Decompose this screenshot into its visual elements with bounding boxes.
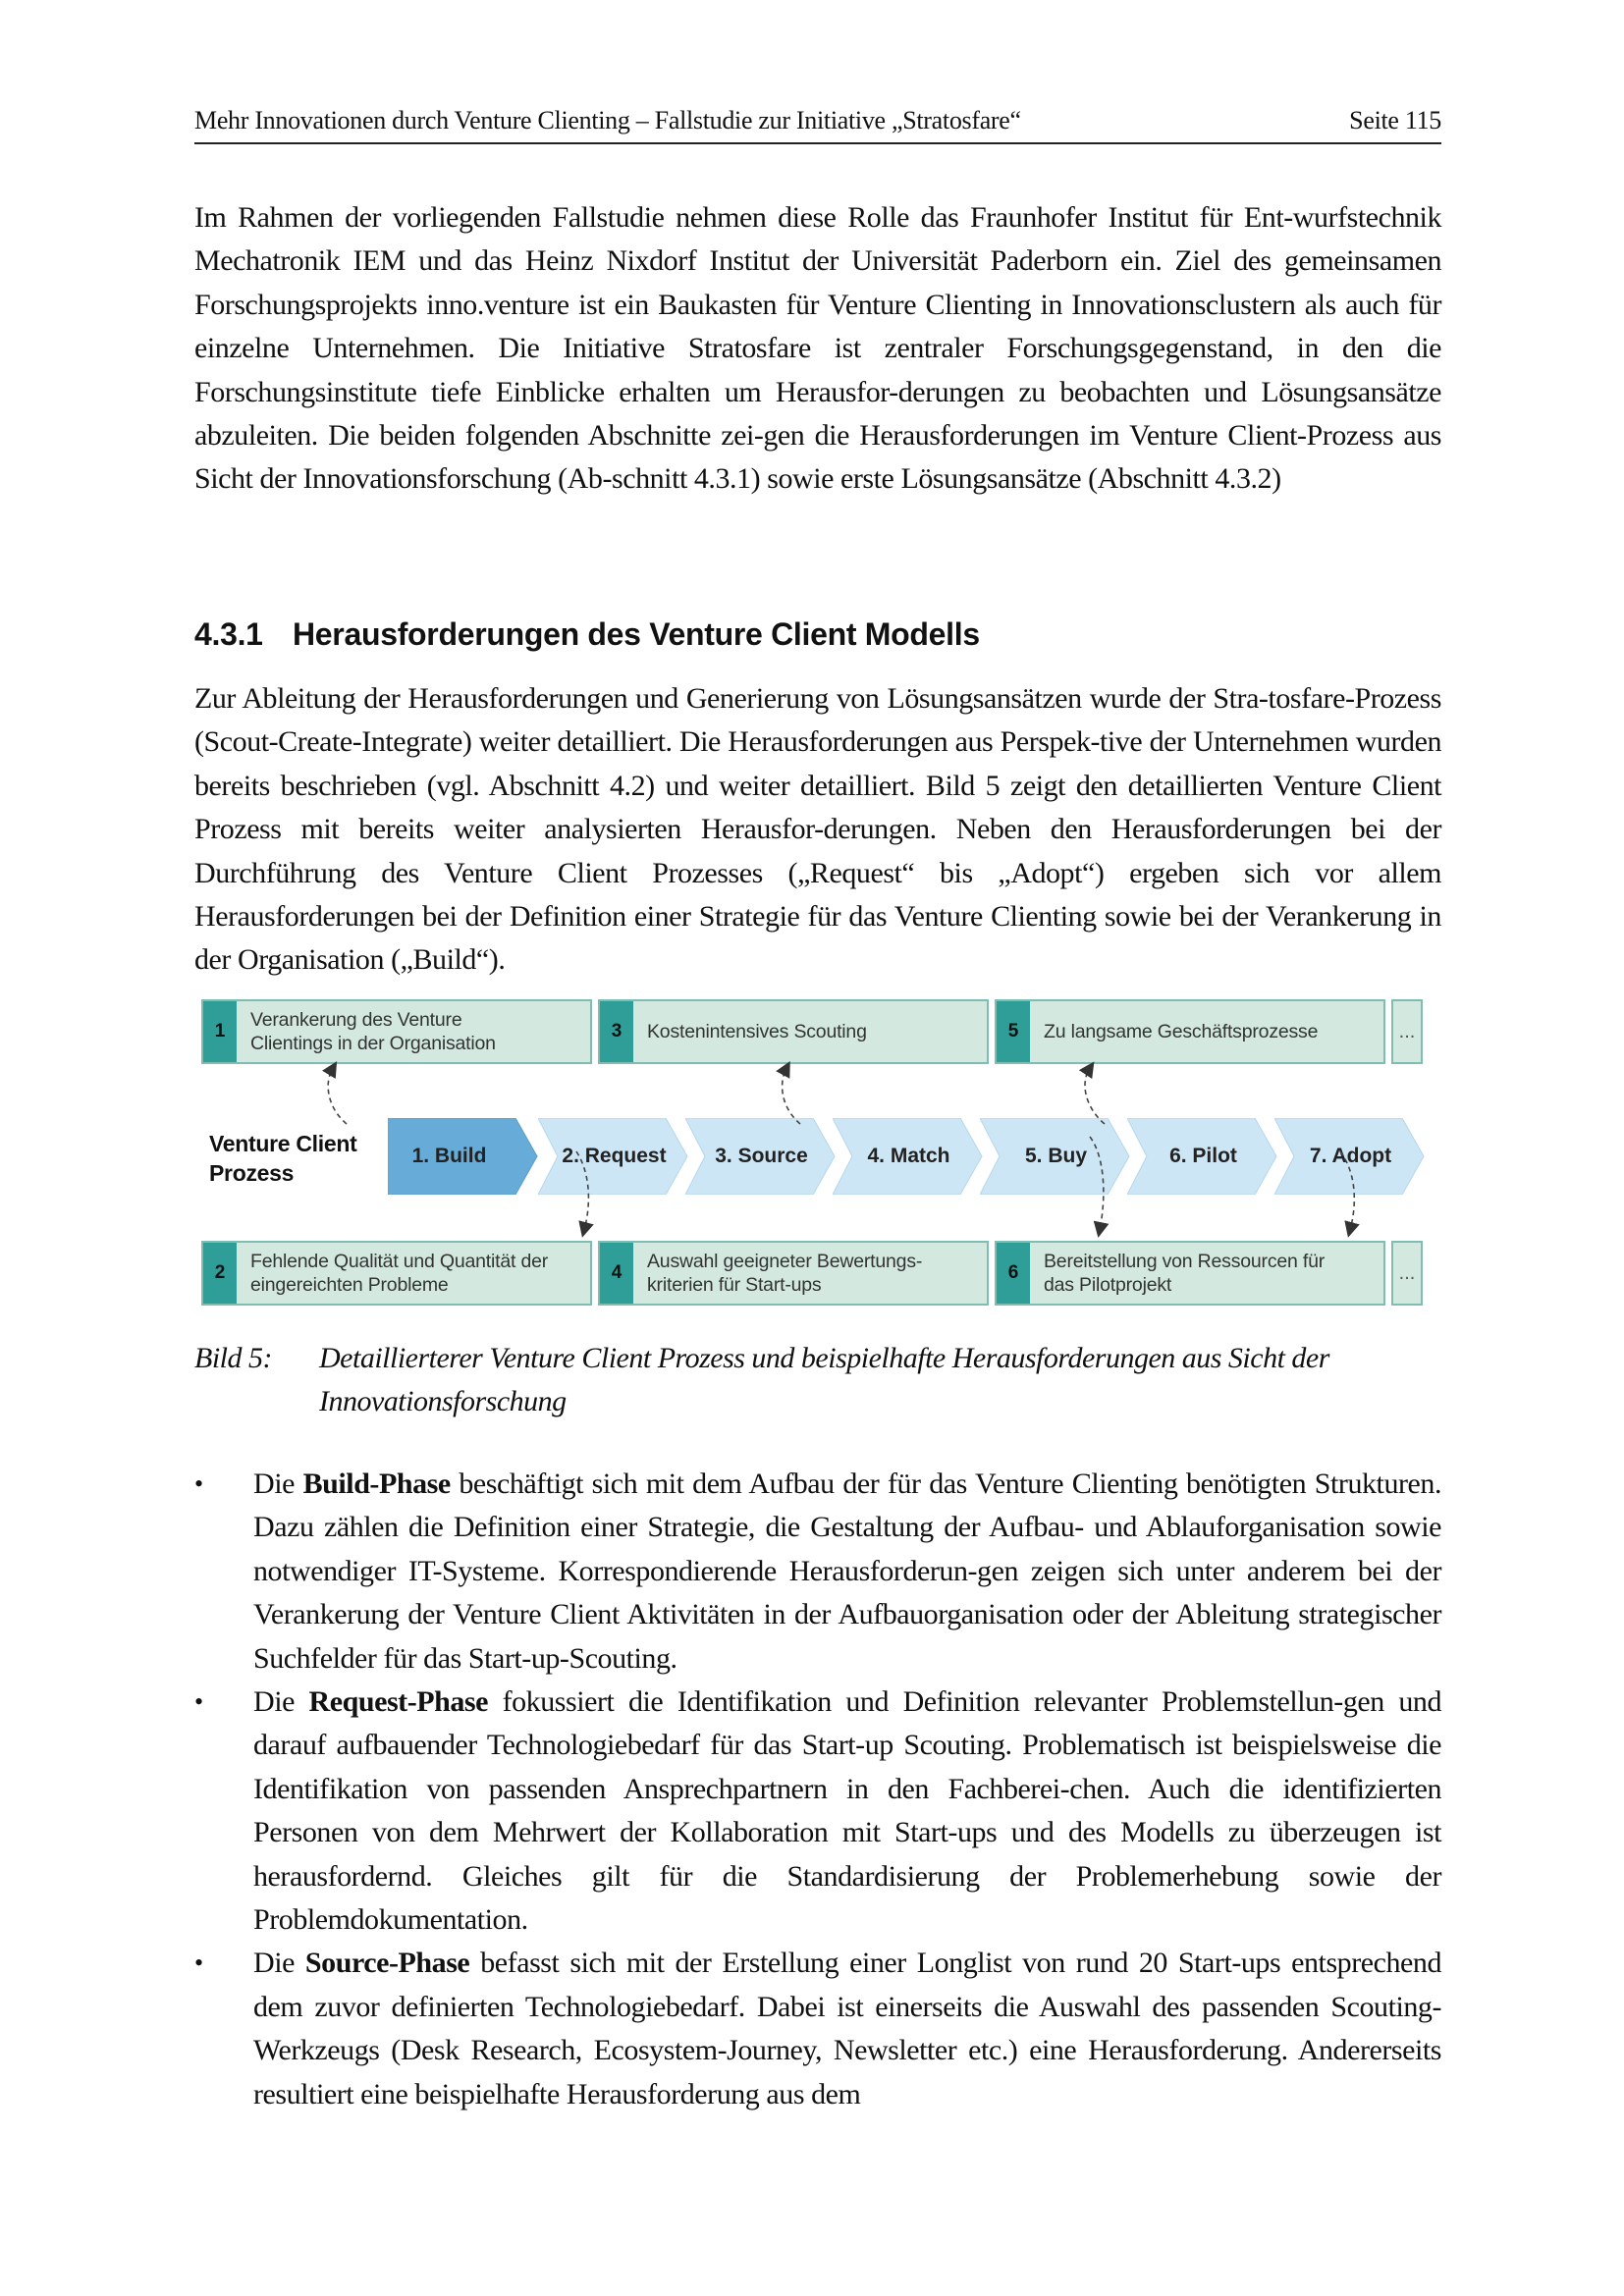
challenge-box-6 xyxy=(995,1241,1385,1306)
bullet-icon: • xyxy=(194,1949,203,1978)
challenge-text: Auswahl geeigneter Bewertungs-kriterien für Start-ups xyxy=(647,1251,923,1296)
phase-term: Request-Phase xyxy=(308,1685,489,1719)
phase-term: Source-Phase xyxy=(304,1947,470,1980)
bullet-source-phase: • Die Source-Phase befasst sich mit der Erstellung einer Longlist von rund 20 Start-ups entsprechend dem zuvor definierten Technologiebedarf. Dabei ist einerseits die Auswahl des passenden Scouting-Werkzeugs (Desk Research, Ecosystem-Journey, Newsletter etc.) eine Herausforderung. Andererseits resultiert eine beispielhafte Herausforderung aus dem xyxy=(194,1942,1441,2116)
section-paragraph: Zur Ableitung der Herausforderungen und Generierung von Lösungsansätzen wurde der Stra-tosfare-Prozess (Scout-Create-Integrate) weiter detailliert. Die Herausforderungen aus Perspek-tive der Unternehmen wurden bereits beschrieben (vgl. Abschnitt 4.2) und weiter detailliert. Bild 5 zeigt den detaillierten Venture Client Prozess mit bereits weiter analysierten Herausfor-derungen. Neben den Herausforderungen bei der Durchführung des Venture Client Prozesses („Request“ bis „Adopt“) ergeben sich vor allem Herausforderungen bei der Definition einer Strategie für das Venture Clienting sowie bei der Verankerung in der Organisation („Build“). xyxy=(194,682,1441,977)
challenge-number: 3 xyxy=(600,1001,633,1062)
bullet-icon: • xyxy=(194,1469,203,1498)
phase-source: 3. Source xyxy=(685,1118,838,1195)
header-divider xyxy=(194,142,1441,144)
challenge-text: Kostenintensives Scouting xyxy=(647,1021,867,1042)
bullet-build-phase: • Die Build-Phase beschäftigt sich mit dem Aufbau der für das Venture Clienting benötigten Strukturen. Dazu zählen die Definition einer Strategie, die Gestaltung der Aufbau- und Ablauforganisation sowie notwendiger IT-Systeme. Korrespondierende Herausforderun-gen zeigen sich unter anderem bei der Verankerung der Venture Client Aktivitäten in der Aufbauorganisation oder der Ableitung strategischer Suchfelder für das Start-up-Scouting. xyxy=(194,1463,1441,1681)
challenge-text: Bereitstellung von Ressourcen für das Pilotprojekt xyxy=(1044,1251,1326,1296)
more-challenges-bottom: ... xyxy=(1391,1241,1423,1306)
figure-label: Bild 5: xyxy=(194,1342,272,1374)
challenge-number: 1 xyxy=(203,1001,237,1062)
intro-paragraph: Im Rahmen der vorliegenden Fallstudie nehmen diese Rolle das Fraunhofer Institut für Ent-wurfstechnik Mechatronik IEM und das Heinz Nixdorf Institut der Universität Paderborn ein. Ziel des gemeinsamen Forschungsprojekts inno.venture ist ein Baukasten für Venture Clienting in Innovationsclustern als auch für einzelne Unternehmen. Die Initiative Stratosfare ist zentraler Forschungsgegenstand, in den die Forschungsinstitute tiefe Einblicke erhalten um Herausfor-derungen zu beobachten und Lösungsansätze abzuleiten. Die beiden folgenden Abschnitte zei-gen die Herausforderungen im Venture Client-Prozess aus Sicht der Innovationsforschung (Ab-schnitt 4.3.1) sowie erste Lösungsansätze (Abschnitt 4.3.2) xyxy=(194,201,1441,496)
figure-caption-text: Detaillierterer Venture Client Prozess und beispielhafte Herausforderungen aus Sicht der Innovationsforschung xyxy=(319,1342,1329,1417)
section-title: Herausforderungen des Venture Client Modells xyxy=(293,616,980,652)
challenge-box-4 xyxy=(598,1241,989,1306)
section-heading xyxy=(194,614,980,654)
section-number: 4.3.1 xyxy=(194,616,263,652)
phase-term: Build-Phase xyxy=(302,1468,451,1500)
challenge-text: Verankerung des Venture Clientings in der Organisation xyxy=(250,1009,496,1054)
running-header-title: Mehr Innovationen durch Venture Clienting – Fallstudie zur Initiative „Stratosfare“ xyxy=(194,106,1021,134)
process-diagram xyxy=(201,999,1438,1308)
phase-pilot: 6. Pilot xyxy=(1127,1118,1279,1195)
challenge-number: 4 xyxy=(600,1243,633,1304)
bullet-icon: • xyxy=(194,1687,203,1717)
process-label: Venture Client Prozess xyxy=(209,1131,357,1186)
challenge-number: 5 xyxy=(997,1001,1030,1062)
page-number: Seite 115 xyxy=(1349,106,1441,134)
challenge-number: 2 xyxy=(203,1243,237,1304)
phase-match: 4. Match xyxy=(833,1118,985,1195)
phase-build: 1. Build xyxy=(388,1118,540,1195)
phase-bullet-list xyxy=(194,1463,1441,2116)
running-header xyxy=(194,106,1441,135)
more-challenges-top: ... xyxy=(1391,999,1423,1064)
challenge-text: Zu langsame Geschäftsprozesse xyxy=(1044,1021,1319,1042)
challenge-text: Fehlende Qualität und Quantität der eingereichten Probleme xyxy=(250,1251,549,1296)
bullet-request-phase: • Die Request-Phase fokussiert die Identifikation und Definition relevanter Problemstellun-gen und darauf aufbauender Technologiebedarf für das Start-up Scouting. Problematisch ist beispielsweise die Identifikation von passenden Ansprechpartnern in den Fachberei-chen. Auch die identifizierten Personen von dem Mehrwert der Kollaboration mit Start-ups und des Modells zu überzeugen ist herausfordernd. Gleiches gilt für die Standardisierung der Problemerhebung sowie der Problemdokumentation. xyxy=(194,1681,1441,1942)
phase-buy: 5. Buy xyxy=(980,1118,1132,1195)
phase-request: 2. Request xyxy=(538,1118,690,1195)
challenge-number: 6 xyxy=(997,1243,1030,1304)
challenge-box-2 xyxy=(201,1241,592,1306)
phase-adopt: 7. Adopt xyxy=(1274,1118,1427,1195)
